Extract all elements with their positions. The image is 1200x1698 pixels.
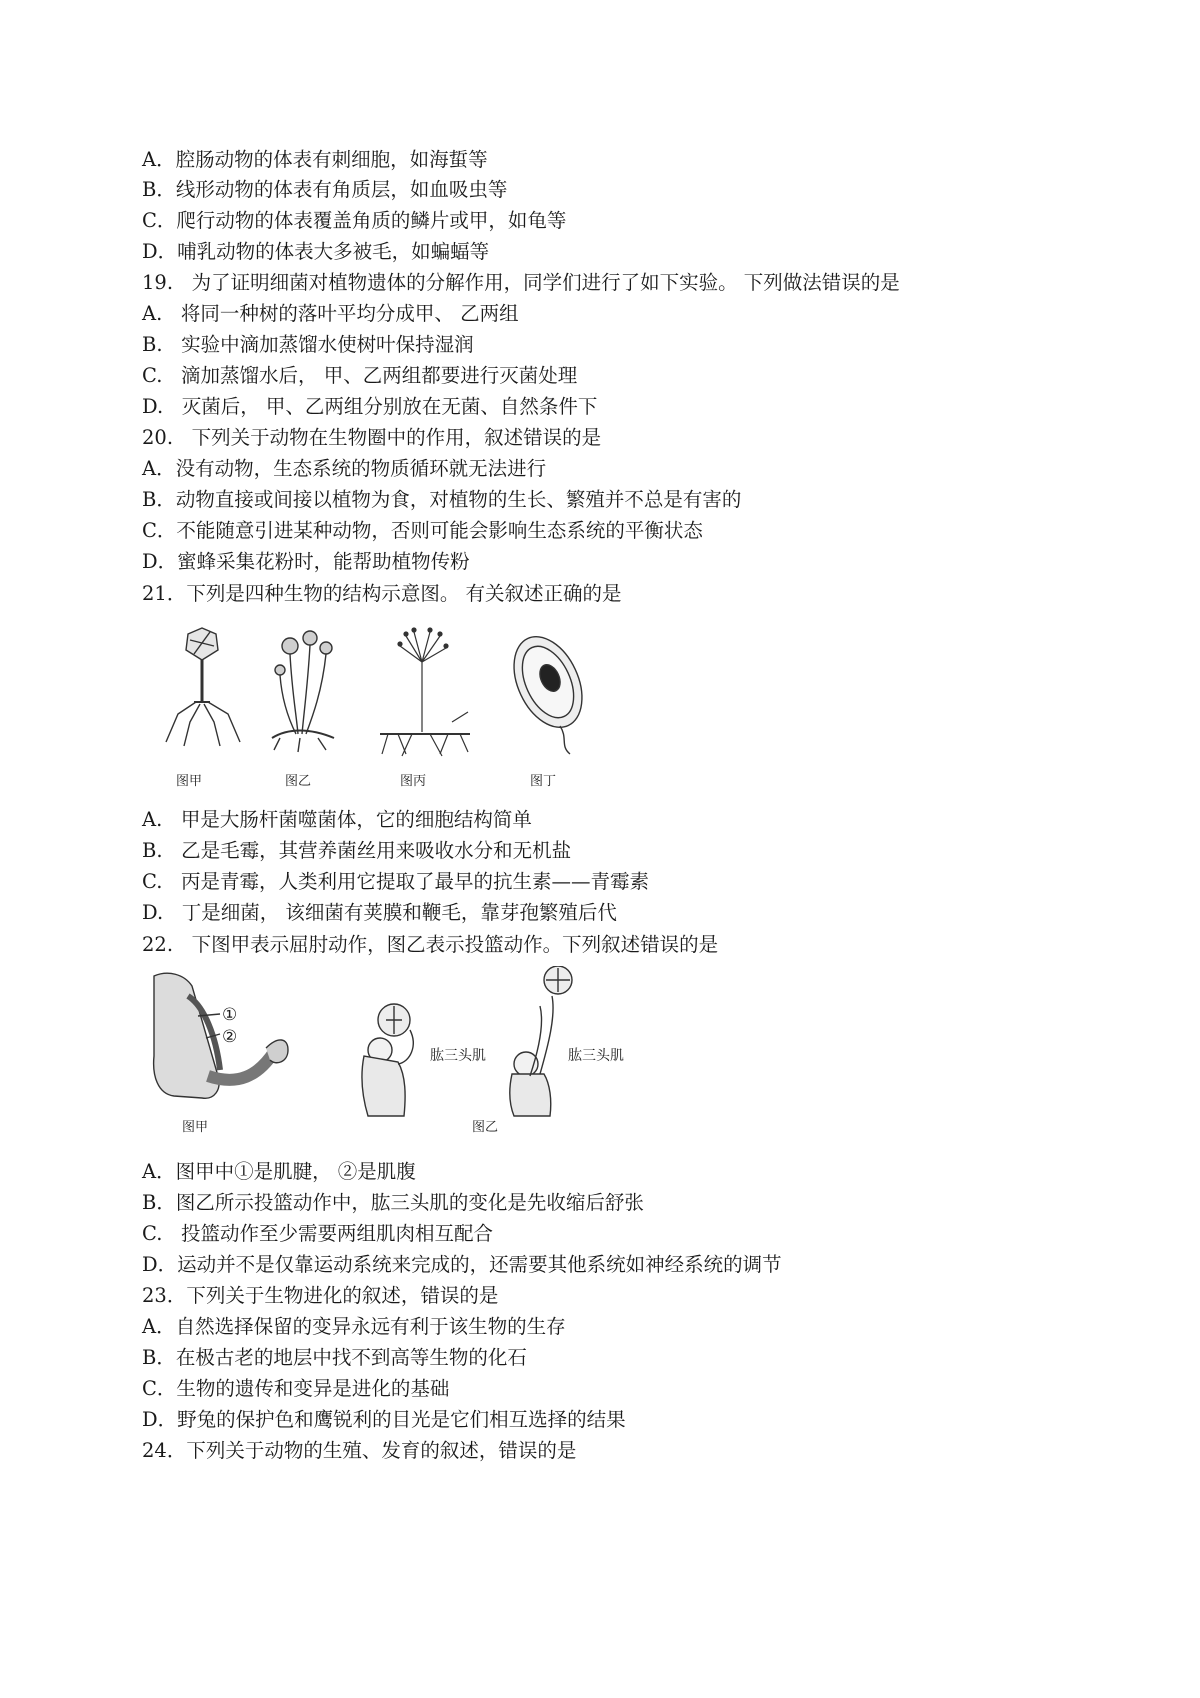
q20-option-c: C．不能随意引进某种动物，否则可能会影响生态系统的平衡状态 <box>142 519 703 542</box>
q22-stem: 22. 下图甲表示屈肘动作，图乙表示投篮动作。下列叙述错误的是 <box>142 933 719 956</box>
q22-figure <box>148 966 668 1136</box>
bacteriophage-illustration <box>166 628 240 746</box>
q23-option-d: D．野兔的保护色和鹰锐利的目光是它们相互选择的结果 <box>142 1408 626 1431</box>
q21-option-d: D. 丁是细菌， 该细菌有荚膜和鞭毛，靠芽孢繁殖后代 <box>142 901 617 924</box>
q21-figure <box>150 622 620 792</box>
muscle-label-2: 肱三头肌 <box>568 1048 624 1064</box>
q22-option-a: A．图甲中①是肌腱， ②是肌腹 <box>142 1160 416 1183</box>
q23-option-a: A．自然选择保留的变异永远有利于该生物的生存 <box>142 1315 566 1338</box>
q18-option-b: B．线形动物的体表有角质层，如血吸虫等 <box>142 178 508 201</box>
penicillium-illustration <box>380 628 470 756</box>
q22-figure-drawing <box>148 966 668 1136</box>
q19-option-b: B. 实验中滴加蒸馏水使树叶保持湿润 <box>142 333 474 356</box>
bacterium-illustration <box>501 626 596 754</box>
q19-stem: 19. 为了证明细菌对植物遗体的分解作用，同学们进行了如下实验。 下列做法错误的是 <box>142 271 900 294</box>
q21-option-a: A. 甲是大肠杆菌噬菌体，它的细胞结构简单 <box>142 808 532 831</box>
basketball-shooting-illustration <box>362 966 572 1116</box>
q23-stem: 23．下列关于生物进化的叙述，错误的是 <box>142 1284 499 1307</box>
caption-arm-figure: 图甲 <box>182 1120 209 1135</box>
q19-option-a: A. 将同一种树的落叶平均分成甲、 乙两组 <box>142 302 519 325</box>
caption-shooting-figure: 图乙 <box>472 1120 499 1135</box>
q21-option-b: B. 乙是毛霉，其营养菌丝用来吸收水分和无机盐 <box>142 839 572 862</box>
caption-fig-ding: 图丁 <box>530 774 557 789</box>
q22-option-b: B．图乙所示投篮动作中，肱三头肌的变化是先收缩后舒张 <box>142 1191 644 1214</box>
q20-stem: 20. 下列关于动物在生物圈中的作用，叙述错误的是 <box>142 426 602 449</box>
q20-option-d: D．蜜蜂采集花粉时，能帮助植物传粉 <box>142 550 470 573</box>
marker-1: ① <box>222 1005 238 1025</box>
marker-2: ② <box>222 1027 238 1047</box>
q18-option-a: A．腔肠动物的体表有刺细胞，如海蜇等 <box>142 148 488 171</box>
q19-option-c: C. 滴加蒸馏水后， 甲、乙两组都要进行灭菌处理 <box>142 364 578 387</box>
muscle-label-1: 肱三头肌 <box>430 1048 486 1064</box>
q21-option-c: C. 丙是青霉，人类利用它提取了最早的抗生素——青霉素 <box>142 870 650 893</box>
q22-option-c: C. 投篮动作至少需要两组肌肉相互配合 <box>142 1222 494 1245</box>
q18-option-c: C．爬行动物的体表覆盖角质的鳞片或甲，如龟等 <box>142 209 567 232</box>
q19-option-d: D. 灭菌后， 甲、乙两组分别放在无菌、自然条件下 <box>142 395 598 418</box>
caption-fig-yi: 图乙 <box>285 774 312 789</box>
mucor-illustration <box>272 631 334 752</box>
caption-fig-jia: 图甲 <box>176 774 203 789</box>
q21-figure-drawing <box>150 622 620 792</box>
caption-fig-bing: 图丙 <box>400 774 427 789</box>
q21-stem: 21．下列是四种生物的结构示意图。 有关叙述正确的是 <box>142 582 622 605</box>
q20-option-a: A．没有动物，生态系统的物质循环就无法进行 <box>142 457 547 480</box>
q20-option-b: B．动物直接或间接以植物为食，对植物的生长、繁殖并不总是有害的 <box>142 488 742 511</box>
arm-flexion-illustration <box>154 973 288 1098</box>
q22-option-d: D．运动并不是仅靠运动系统来完成的，还需要其他系统如神经系统的调节 <box>142 1253 782 1276</box>
q18-option-d: D．哺乳动物的体表大多被毛，如蝙蝠等 <box>142 240 490 263</box>
q23-option-b: B．在极古老的地层中找不到高等生物的化石 <box>142 1346 527 1369</box>
q24-stem: 24．下列关于动物的生殖、发育的叙述，错误的是 <box>142 1439 577 1462</box>
q23-option-c: C．生物的遗传和变异是进化的基础 <box>142 1377 450 1400</box>
